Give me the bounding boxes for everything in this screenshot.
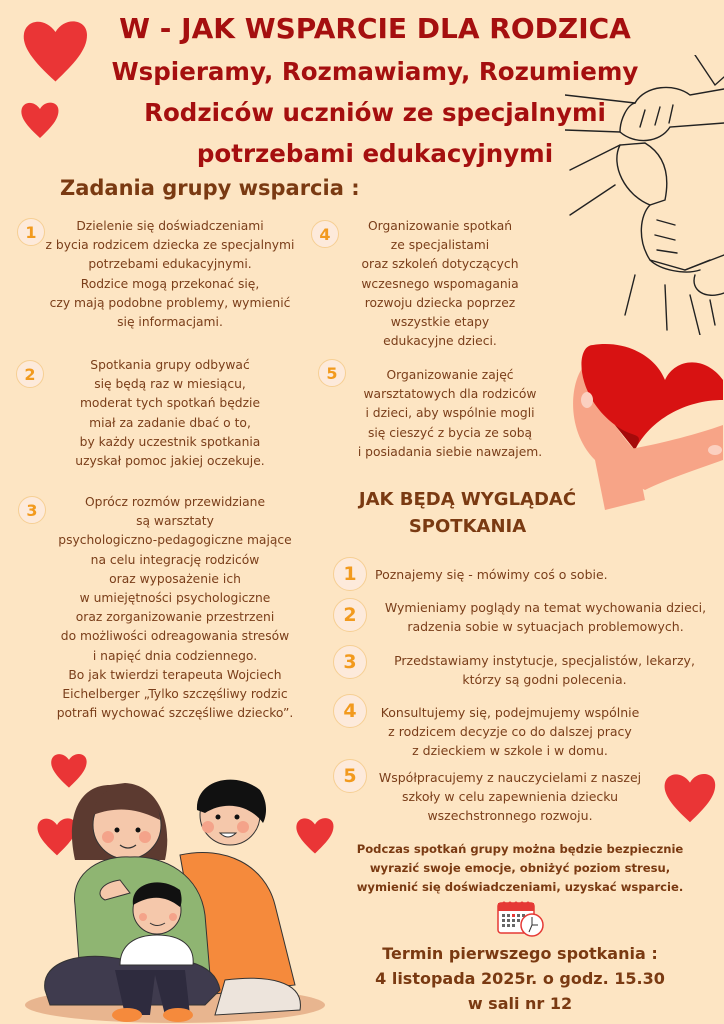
task-line: wczesnego wspomagania: [361, 276, 519, 291]
meeting-line: szkoły w celu zapewnienia dziecku: [401, 789, 619, 804]
task-item-text: [40, 217, 300, 332]
task-line: oraz zorganizowanie przestrzeni: [75, 610, 275, 625]
task-line: Organizowanie zajęć: [386, 368, 514, 382]
task-line: wszystkie etapy: [390, 315, 490, 330]
task-line: potrafi wychować szczęśliwe dziecko”.: [56, 706, 294, 721]
task-line: Organizowanie spotkań: [367, 219, 513, 233]
task-line: na celu integrację rodziców: [90, 552, 260, 567]
meeting-number-badge: 5: [333, 759, 367, 793]
page-subtitle: Wspieramy, Rozmawiamy, Rozumiemy: [111, 57, 639, 86]
task-line: Bo jak twierdzi terapeuta Wojciech: [68, 667, 282, 682]
task-line: Eichelberger „Tylko szczęśliwy rodzic: [62, 687, 288, 702]
task-item-text: [40, 493, 310, 723]
task-line: są warsztaty: [136, 514, 214, 529]
first-meeting-date: 4 listopada 2025r. o godz. 15.30: [375, 969, 665, 988]
task-line: by każdy uczestnik spotkania: [79, 434, 261, 449]
meeting-item-text: [375, 768, 645, 825]
meeting-line: Konsultujemy się, podejmujemy wspólnie: [380, 705, 640, 720]
meeting-number-badge: 2: [333, 598, 367, 632]
task-line: oraz wyposażenie ich: [109, 571, 241, 586]
task-line: miał za zadanie dbać o to,: [89, 415, 251, 430]
task-line: Oprócz rozmów przewidziane: [84, 495, 266, 509]
task-number-badge: 3: [18, 496, 46, 524]
task-line: moderat tych spotkań będzie: [79, 396, 261, 411]
meeting-line: z rodzicem decyzje co do dalszej pracy: [388, 724, 632, 739]
linked-hands-illustration: [565, 55, 724, 335]
task-line: uzyskał pomoc jakiej oczekuje.: [75, 454, 265, 469]
calendar-clock-icon: [496, 900, 546, 938]
task-item-text: [40, 356, 300, 471]
meeting-line: którzy są godni polecenia.: [462, 672, 627, 687]
task-line: psychologiczno-pedagogiczne mające: [58, 533, 292, 548]
meetings-heading-line: SPOTKANIA: [408, 516, 527, 537]
first-meeting-room: w sali nr 12: [467, 994, 573, 1013]
meeting-line: Przedstawiamy instytucje, specjalistów, lekarzy,: [394, 653, 695, 668]
meeting-item-text: [375, 565, 608, 584]
task-line: ze specjalistami: [390, 238, 490, 253]
support-note: [340, 840, 700, 897]
task-number-badge: 4: [311, 220, 339, 248]
meeting-line: wszechstronnego rozwoju.: [427, 808, 593, 823]
meeting-line: Wymieniamy poglądy na temat wychowania dzieci,: [384, 600, 707, 615]
task-line: do możliwości odreagowania stresów: [60, 629, 290, 644]
task-item-text: [345, 366, 555, 462]
meetings-heading-line: JAK BĘDĄ WYGLĄDAĆ: [358, 489, 577, 510]
meeting-line: Współpracujemy z nauczycielami z naszej: [378, 770, 642, 785]
task-line: rozwoju dziecka poprzez: [364, 295, 516, 310]
task-line: się informacjami.: [117, 315, 223, 330]
subtitle-line: Rodziców uczniów ze specjalnymi: [144, 98, 606, 127]
meeting-item-text: [373, 598, 718, 636]
task-number-badge: 1: [17, 218, 45, 246]
task-line: potrzebami edukacyjnymi.: [88, 257, 252, 272]
meeting-line: Poznajemy się - mówimy coś o sobie.: [375, 567, 608, 582]
task-number-badge: 5: [318, 359, 346, 387]
meeting-line: z dzieckiem w szkole i w domu.: [412, 743, 608, 758]
task-line: i dzieci, aby wspólnie mogli: [365, 406, 535, 421]
meeting-number-badge: 4: [333, 694, 367, 728]
first-meeting-label: Termin pierwszego spotkania :: [382, 944, 658, 963]
task-line: edukacyjne dzieci.: [383, 334, 497, 349]
meeting-item-text: [372, 651, 717, 689]
note-line: wymienić się doświadczeniami, uzyskać wsparcie.: [356, 880, 684, 894]
task-line: z bycia rodzicem dziecka ze specjalnymi: [45, 238, 295, 253]
task-number-badge: 2: [16, 360, 44, 388]
task-line: się będą raz w miesiącu,: [94, 377, 246, 392]
task-line: oraz szkoleń dotyczących: [361, 257, 519, 272]
family-illustration: [25, 775, 325, 1024]
subtitle-line: potrzebami edukacyjnymi: [196, 139, 554, 168]
page-title: W - JAK WSPARCIE DLA RODZICA: [119, 12, 631, 45]
task-line: i napięć dnia codziennego.: [92, 648, 258, 663]
heart-icon: [660, 765, 720, 829]
meeting-line: radzenia sobie w sytuacjach problemowych.: [407, 619, 684, 634]
task-line: się cieszyć z bycia ze sobą: [367, 425, 533, 440]
meeting-number-badge: 1: [333, 557, 367, 591]
task-item-text: [340, 217, 540, 351]
task-line: czy mają podobne problemy, wymienić: [49, 295, 291, 310]
meetings-heading: [330, 486, 605, 540]
task-line: Rodzice mogą przekonać się,: [80, 276, 260, 291]
task-line: i posiadania siebie nawzajem.: [357, 444, 543, 459]
task-line: warsztatowych dla rodziców: [363, 387, 537, 402]
first-meeting-info: [340, 941, 700, 1016]
meeting-number-badge: 3: [333, 645, 367, 679]
tasks-heading: Zadania grupy wsparcia :: [60, 176, 360, 200]
heart-icon: [18, 97, 62, 142]
meeting-item-text: [375, 703, 645, 760]
task-line: w umiejętności psychologiczne: [79, 591, 271, 606]
note-line: Podczas spotkań grupy można będzie bezpiecznie: [356, 842, 684, 856]
task-line: Spotkania grupy odbywać: [90, 358, 250, 372]
task-line: Dzielenie się doświadczeniami: [76, 219, 264, 233]
note-line: wyrazić swoje emocje, obniżyć poziom stresu,: [369, 861, 671, 875]
